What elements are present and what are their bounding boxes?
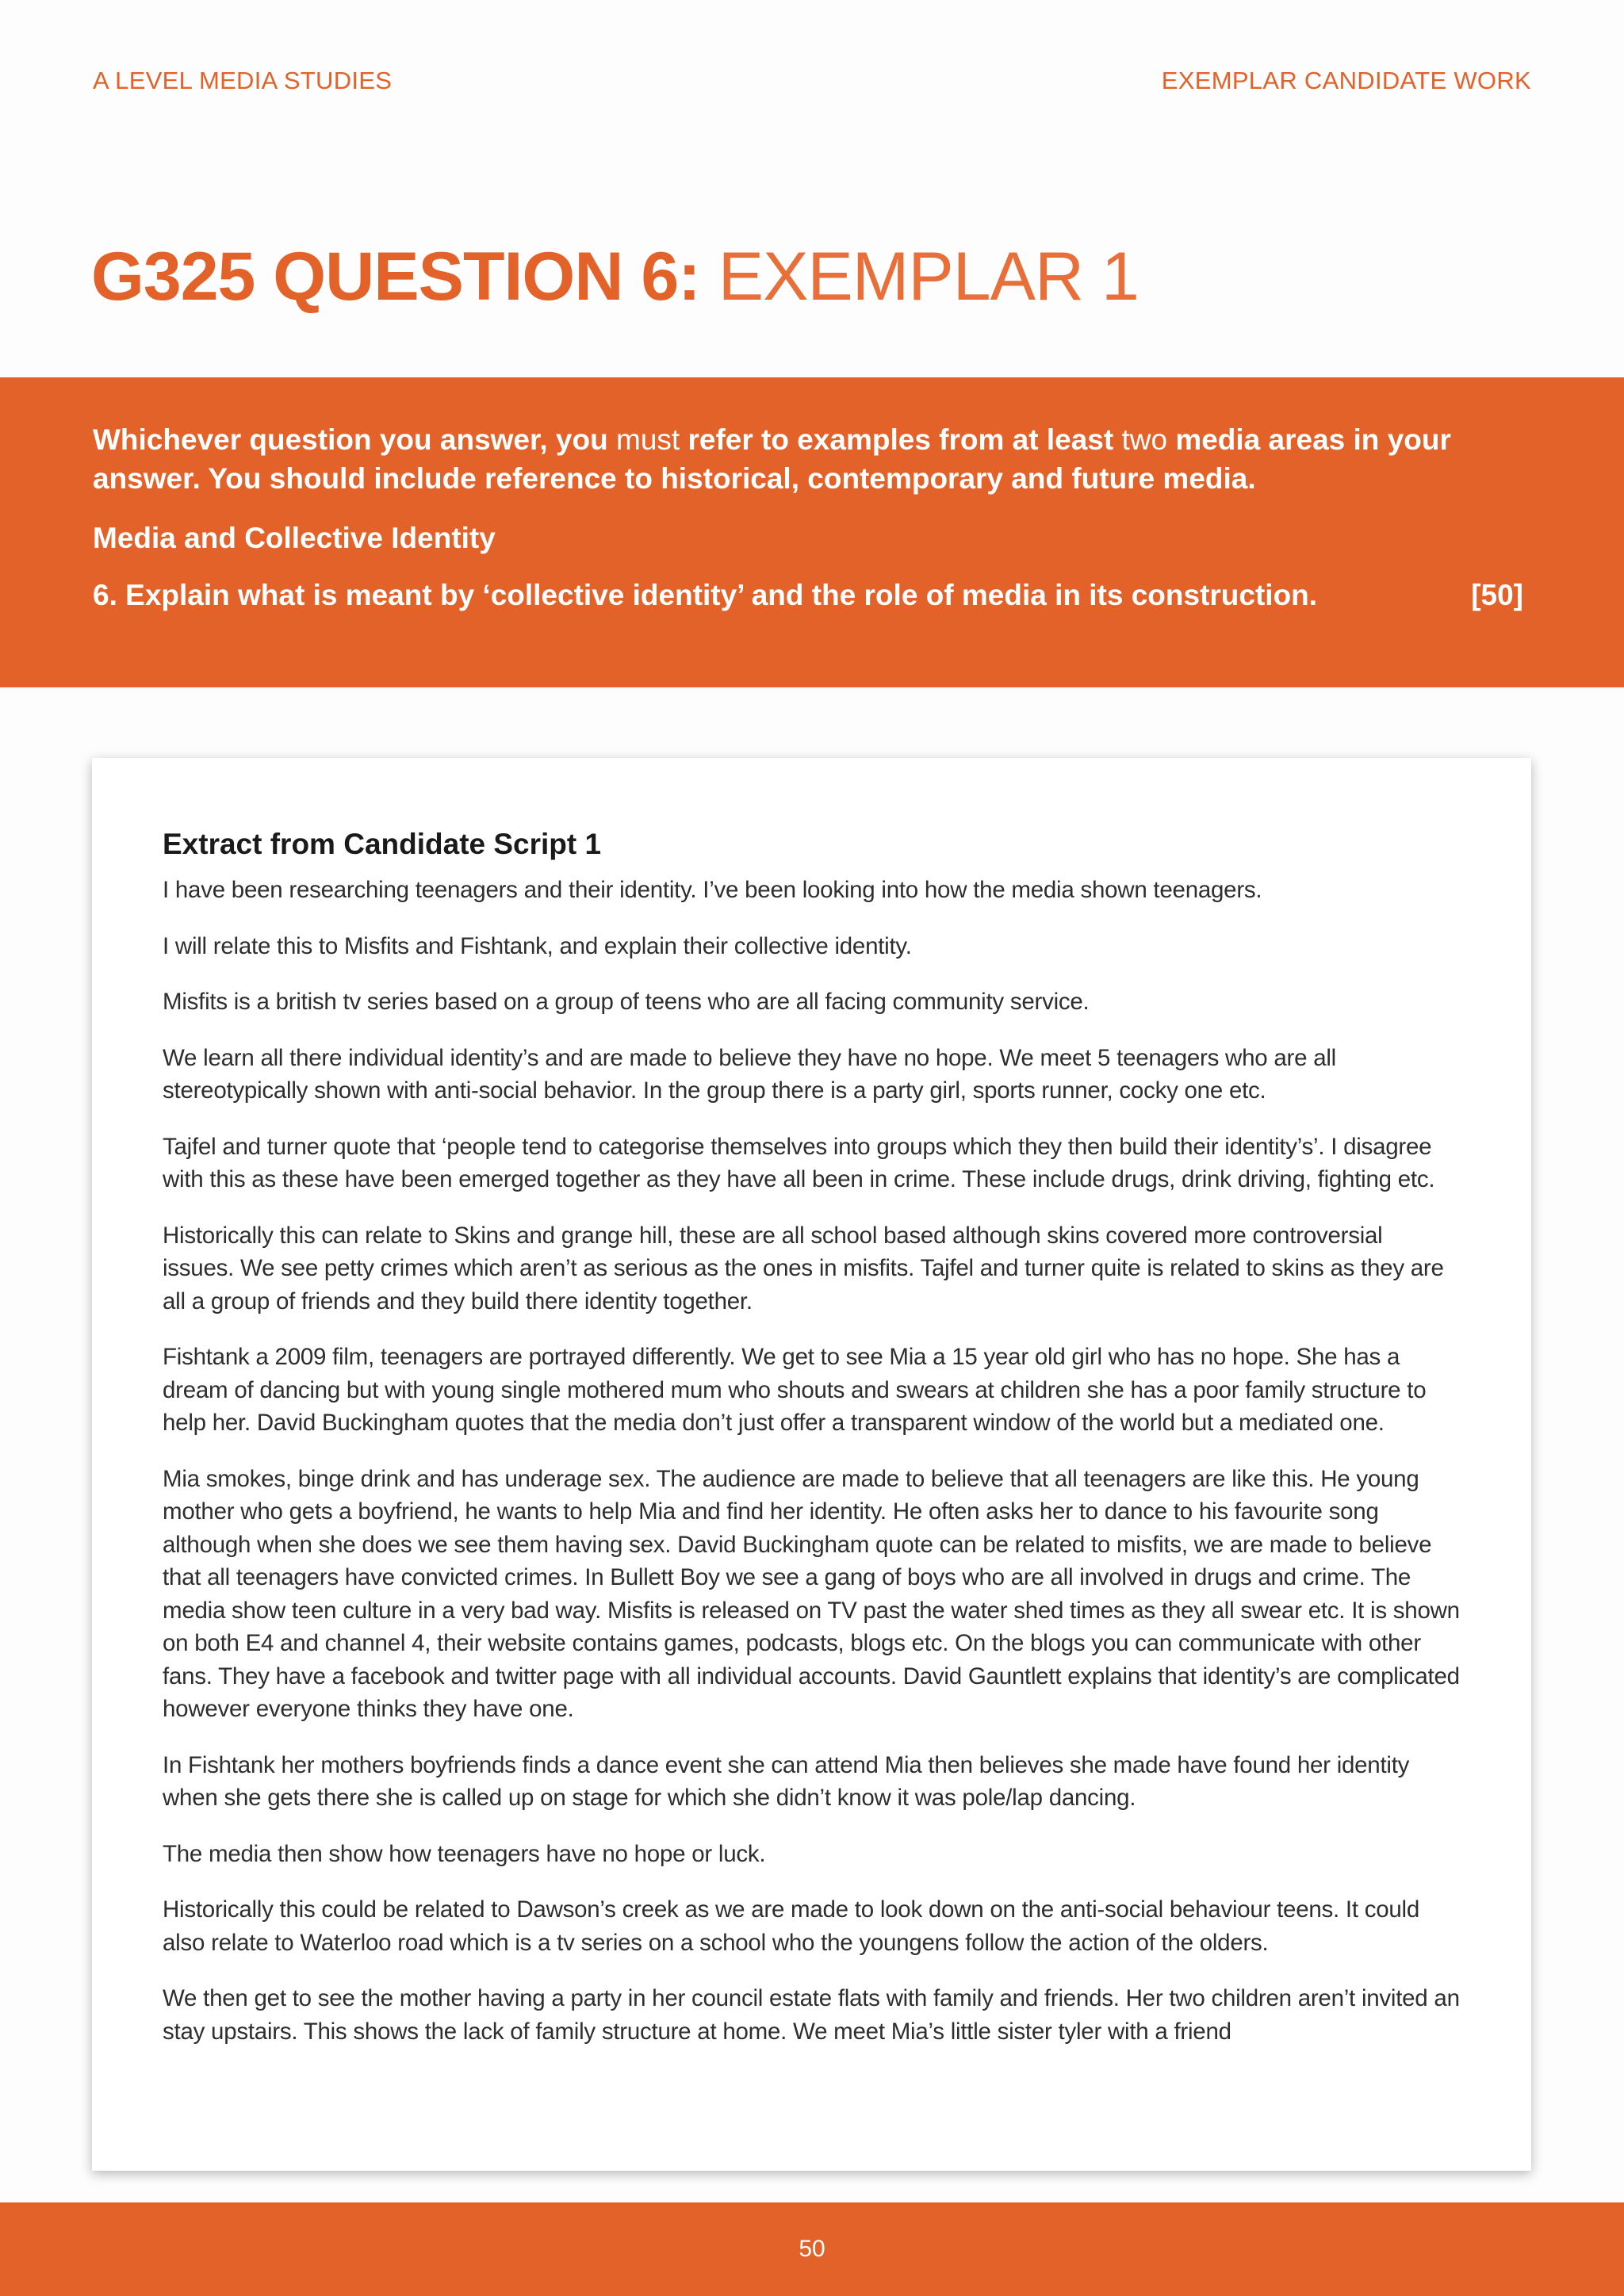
page-title-exemplar: EXEMPLAR 1 [718,239,1139,315]
script-paragraph: Historically this could be related to Dawson’s creek as we are made to look down on the anti-social behaviour teens. It could also relate to Waterloo road which is a tv series on a school who the youngens follow the action of the olders. [163,1896,1420,1956]
question-text: 6. Explain what is meant by ‘collective identity’ and the role of media in its construction. [93,579,1318,611]
script-paragraph: Fishtank a 2009 film, teenagers are portrayed differently. We get to see Mia a 15 year old girl who has no hope. She has a dream of dancing but with young single mothered mum who shouts and swears at children she has a poor family structure to help her. David Buckingham quotes that the media don’t just offer a transparent window of the world but a mediated one. [163,1344,1427,1436]
extract-title: Extract from Candidate Script 1 [163,828,602,860]
question-marks: [50] [1471,579,1523,611]
script-paragraph: Historically this can relate to Skins and grange hill, these are all school based although skins covered more controversial issues. We see petty crimes which aren’t as serious as the ones in misfits. Tajfel and turner quite is related to skins as they are all a group of friends and they build there identity together. [163,1222,1444,1314]
page-title-question: G325 QUESTION 6: [91,239,700,315]
script-paragraph: Mia smokes, binge drink and has underage sex. The audience are made to believe that all teenagers are like this. He young mother who gets a boyfriend, he wants to help Mia and find her identity. He often asks her to dance to his favourite song although when she does we see them having sex. David Buckingham quote can be related to misfits, we are made to believe that all teenagers have convicted crimes. In Bullett Boy we see a gang of boys who are all involved in drugs and crime. The media show teen culture in a very bad way. Misfits is released on TV past the water shed times as they all swear etc. It is shown on both E4 and channel 4, their website contains games, podcasts, blogs etc. On the blogs you can communicate with other fans. They have a facebook and twitter page with all individual accounts. David Gauntlett explains that identity’s are complicated however everyone thinks they have one. [163,1465,1460,1722]
page-title [91,238,1139,316]
exam-instruction [93,420,1528,498]
script-paragraph: We then get to see the mother having a party in her council estate flats with family and friends. Her two children aren’t invited an stay upstairs. This shows the lack of family structure at home. We meet Mia’s little sister tyler with a friend [163,1985,1460,2045]
script-paragraph: I have been researching teenagers and their identity. I’ve been looking into how the media shown teenagers. [163,877,1262,903]
script-paragraph: I will relate this to Misfits and Fishtank, and explain their collective identity. [163,932,912,959]
instruction-emphasis-must: must [616,423,680,456]
script-paragraph: Misfits is a british tv series based on a group of teens who are all facing community service. [163,989,1090,1015]
running-header [93,67,1531,95]
script-paragraph: Tajfel and turner quote that ‘people tend to categorise themselves into groups which they then build their identity’s’. I disagree with this as these have been emerged together as they have all been in crime. These include drugs, drink driving, fighting etc. [163,1133,1435,1192]
question-banner [0,377,1624,687]
script-paragraph: We learn all there individual identity’s and are made to believe they have no hope. We meet 5 teenagers who are all stereotypically shown with anti-social behavior. In the group there is a party girl, sports runner, cocky one etc. [163,1044,1336,1104]
exam-question [93,579,1523,612]
header-document-type: EXEMPLAR CANDIDATE WORK [1161,67,1531,94]
page-footer [0,2202,1624,2296]
instruction-emphasis-two: two [1121,423,1168,456]
section-title: Media and Collective Identity [93,522,496,554]
instruction-part: media areas in your answer. You should include reference to historical, contemporary and future media. [93,423,1451,495]
instruction-part: Whichever question you answer, you [93,423,608,456]
candidate-script-extract [92,758,1531,2171]
page-number: 50 [799,2236,825,2262]
instruction-part: refer to examples from at least [688,423,1114,456]
script-paragraph: In Fishtank her mothers boyfriends finds a dance event she can attend Mia then believes she made have found her identity when she gets there she is called up on stage for which she didn’t know it was pole/lap dancing. [163,1751,1410,1811]
script-paragraph: The media then show how teenagers have no hope or luck. [163,1840,766,1867]
header-subject: A LEVEL MEDIA STUDIES [93,67,393,94]
